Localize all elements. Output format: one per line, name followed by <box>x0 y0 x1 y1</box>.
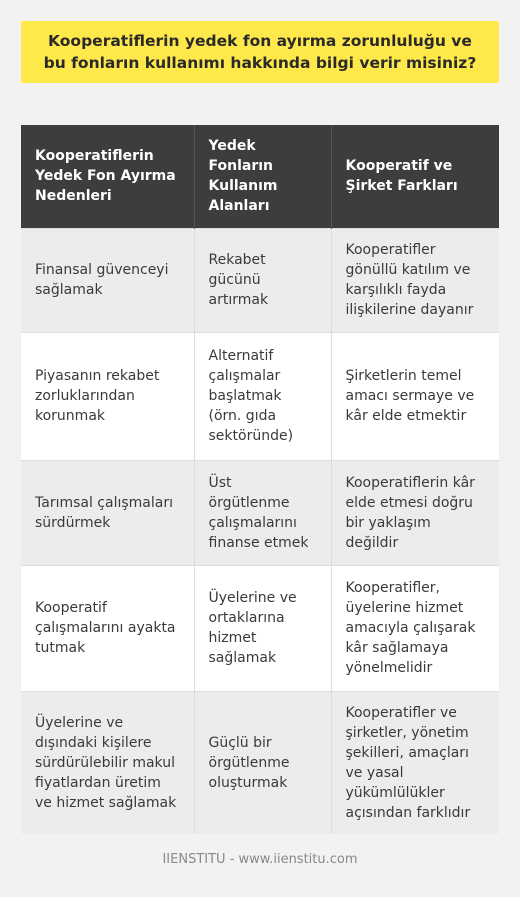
table-cell: Tarımsal çalışmaları sürdürmek <box>21 460 194 565</box>
table-body <box>21 228 499 834</box>
table-cell: Kooperatiflerin kâr elde etmesi doğru bir yaklaşım değildir <box>331 460 499 565</box>
table-row <box>21 332 499 460</box>
table-header <box>21 125 499 228</box>
table-cell: Şirketlerin temel amacı sermaye ve kâr elde etmektir <box>331 332 499 460</box>
table-cell: Üst örgütlenme çalışmalarını finanse etmek <box>194 460 331 565</box>
info-table <box>21 125 499 834</box>
table-cell: Piyasanın rekabet zorluklarından korunmak <box>21 332 194 460</box>
table-cell: Güçlü bir örgütlenme oluşturmak <box>194 691 331 834</box>
table-cell: Kooperatifler gönüllü katılım ve karşılıklı fayda ilişkilerine dayanır <box>331 228 499 332</box>
table-cell: Kooperatifler ve şirketler, yönetim şekilleri, amaçları ve yasal yükümlülükler açısından farklıdır <box>331 691 499 834</box>
table-cell: Üyelerine ve ortaklarına hizmet sağlamak <box>194 565 331 691</box>
table-cell: Finansal güvenceyi sağlamak <box>21 228 194 332</box>
table-cell: Üyelerine ve dışındaki kişilere sürdürülebilir makul fiyatlardan üretim ve hizmet sağlamak <box>21 691 194 834</box>
header-cell-differences: Kooperatif ve Şirket Farkları <box>331 125 499 228</box>
header-cell-usage: Yedek Fonların Kullanım Alanları <box>194 125 331 228</box>
header-row <box>21 125 499 228</box>
table-row <box>21 228 499 332</box>
page-title-text: Kooperatiflerin yedek fon ayırma zorunluluğu ve bu fonların kullanımı hakkında bilgi verir misiniz? <box>43 32 477 72</box>
table-cell: Kooperatif çalışmalarını ayakta tutmak <box>21 565 194 691</box>
table-cell: Alternatif çalışmalar başlatmak (örn. gıda sektöründe) <box>194 332 331 460</box>
table-cell: Kooperatifler, üyelerine hizmet amacıyla çalışarak kâr sağlamaya yönelmelidir <box>331 565 499 691</box>
table-cell: Rekabet gücünü artırmak <box>194 228 331 332</box>
footer-credit: IIENSTITU - www.iienstitu.com <box>162 852 358 867</box>
table-row <box>21 460 499 565</box>
table-row <box>21 691 499 834</box>
header-cell-reasons: Kooperatiflerin Yedek Fon Ayırma Nedenleri <box>21 125 194 228</box>
page-title <box>21 21 499 83</box>
table-row <box>21 565 499 691</box>
